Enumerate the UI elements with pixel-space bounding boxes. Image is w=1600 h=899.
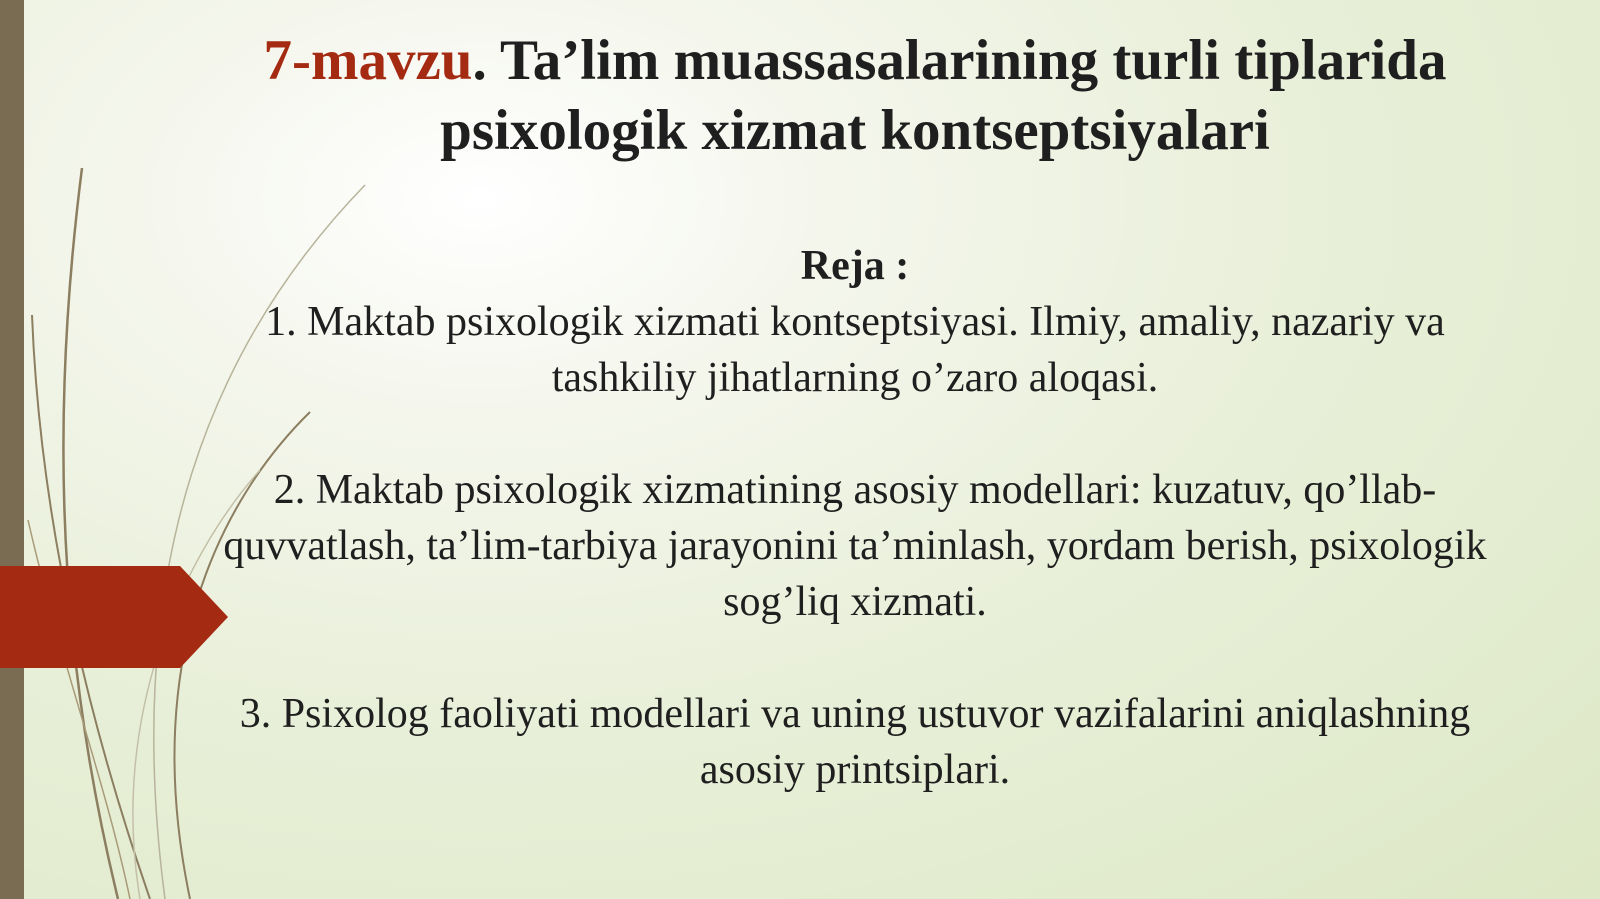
spacer	[200, 630, 1510, 686]
plan-heading: Reja :	[800, 243, 910, 289]
plan-item-3: 3. Psixolog faoliyati modellari va uning ustuvor vazifalarini aniqlashning asosiy printsiplari.	[239, 691, 1471, 793]
plan-section	[200, 238, 1510, 798]
plan-item-2: 2. Maktab psixologik xizmatining asosiy modellari: kuzatuv, qo’llab-quvvatlash, ta’lim-tarbiya jarayonini ta’minlash, yordam berish, psixologik sog’liq xizmati.	[223, 467, 1487, 625]
title-text: . Ta’lim muassasalarining turli tiplarida psixologik xizmat kontseptsiyalari	[440, 29, 1447, 162]
slide-title	[200, 26, 1510, 166]
arrow-tab-decoration	[0, 566, 228, 668]
title-topic-number: 7-mavzu	[263, 29, 473, 92]
spacer	[200, 406, 1510, 462]
plan-item-1: 1. Maktab psixologik xizmati kontseptsiyasi. Ilmiy, amaliy, nazariy va tashkiliy jihatlarning o’zaro aloqasi.	[265, 299, 1445, 401]
